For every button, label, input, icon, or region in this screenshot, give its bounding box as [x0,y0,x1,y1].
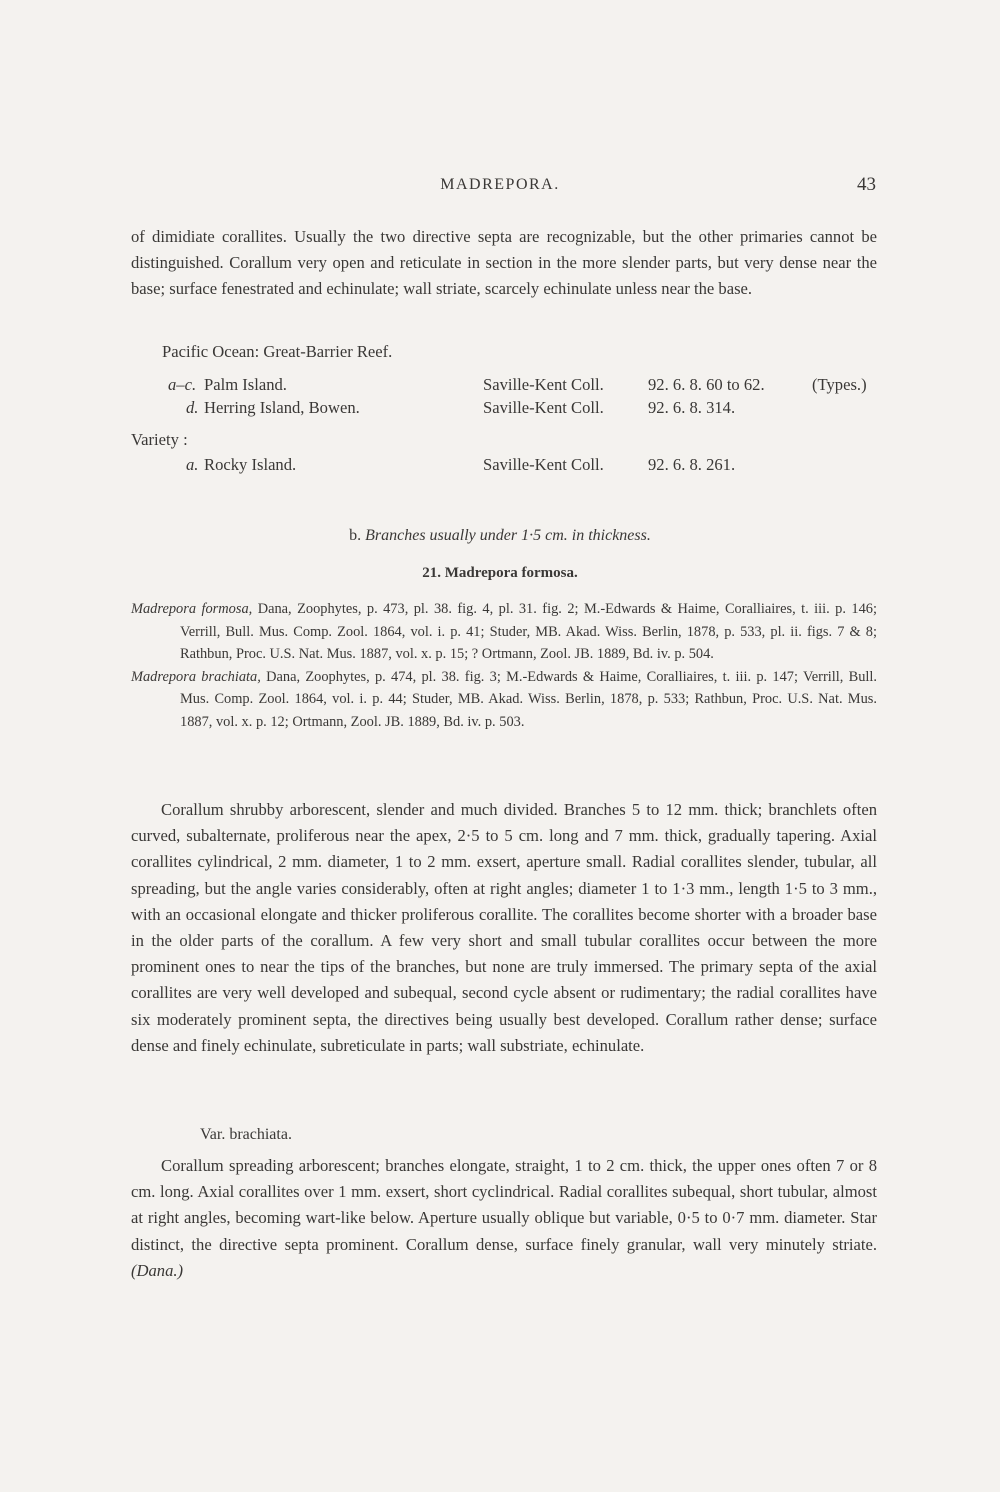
var-attribution: (Dana.) [131,1260,184,1280]
specimen-register: 92. 6. 8. 60 to 62. [648,375,765,394]
synonym-citation: Dana, Zoophytes, p. 473, pl. 38. fig. 4, pl. 31. fig. 2; M.-Edwards & Haime, Coralliaires, t. iii. p. 146; Verrill, Bull. Mus. Comp. Zool. 1864, vol. i. p. 41; Studer, MB. Akad. Wiss. Berlin, 1878, p. 533, pl. ii. figs. 7 & 8; Rathbun, Proc. U.S. Nat. Mus. 1887, vol. x. p. 15; ? Ortmann, Zool. JB. 1889, Bd. iv. p. 504. [180,601,878,662]
intro-paragraph [131,224,877,303]
specimen-label: a–c. [168,375,197,394]
locality-heading: Pacific Ocean: Great-Barrier Reef. [162,342,393,361]
var-heading: Var. brachiata. [200,1126,292,1143]
specimen-collection: Saville-Kent Coll. [483,455,604,474]
synonym-citation: Dana, Zoophytes, p. 474, pl. 38. fig. 3; M.-Edwards & Haime, Coralliaires, t. iii. p. 147; Verrill, Bull. Mus. Comp. Zool. 1864, vol. i. p. 44; Studer, MB. Akad. Wiss. Berlin, 1878, p. 533; Rathbun, Proc. U.S. Nat. Mus. 1887, vol. x. p. 12; Ortmann, Zool. JB. 1889, Bd. iv. p. 503. [180,668,877,730]
species-heading: 21. Madrepora formosa. [422,565,578,581]
synonymy-entry [131,598,877,666]
specimen-place: Palm Island. [204,375,287,394]
running-title: MADREPORA. [440,176,560,193]
specimen-register: 92. 6. 8. 314. [648,398,736,417]
specimen-collection: Saville-Kent Coll. [483,375,604,394]
page-number: 43 [857,174,876,195]
variety-label: Variety : [131,430,188,449]
description-paragraph [131,797,877,1059]
specimen-register: 92. 6. 8. 261. [648,455,736,474]
specimen-label: a. [186,455,199,474]
synonymy-entry [131,666,877,734]
synonym-name: Madrepora formosa, [131,601,253,617]
section-text: Branches usually under 1·5 cm. in thickness. [365,527,651,544]
section-heading [0,527,1000,545]
var-text [131,1153,877,1284]
specimen-note: (Types.) [812,375,867,394]
specimen-place: Herring Island, Bowen. [204,398,360,417]
section-prefix: b. [349,527,362,544]
description-text: Corallum shrubby arborescent, slender and much divided. Branches 5 to 12 mm. thick; branchlets often curved, subalternate, proliferous near the apex, 2·5 to 5 cm. long and 7 mm. thick, gradually tapering. Axial corallites cylindrical, 2 mm. diameter, 1 to 2 mm. exsert, aperture small. Radial corallites slender, tubular, all spreading, but the angle varies considerably, often at right angles; diameter 1 to 1·3 mm., length 1·5 to 3 mm., with an occasional elongate and thicker proliferous corallite. The corallites become shorter with a broader base in the older parts of the corallum. A few very short and small tubular corallites occur between the more prominent ones to near the tips of the branches, but none are truly immersed. The primary septa of the axial corallites are very well developed and subequal, second cycle absent or rudimentary; the radial corallites have six moderately prominent septa, the directives being usually best developed. Corallum rather dense; surface dense and finely echinulate, subreticulate in parts; wall substriate, echinulate. [131,800,877,1055]
var-body: Corallum spreading arborescent; branches elongate, straight, 1 to 2 cm. thick, the upper ones often 7 or 8 cm. long. Axial corallites over 1 mm. exsert, short cyclindrical. Radial corallites subequal, short tubular, almost at right angles, becoming wart-like below. Aperture usually oblique but variable, 0·5 to 0·7 mm. diameter. Star distinct, the directive septa prominent. Corallum dense, surface finely granular, wall very minutely striate. [131,1156,877,1254]
var-paragraph [131,1153,877,1284]
specimen-label: d. [186,398,199,417]
synonym-name: Madrepora brachiata, [131,668,261,685]
specimen-collection: Saville-Kent Coll. [483,398,604,417]
specimen-place: Rocky Island. [204,455,297,474]
synonymy-list [131,598,877,733]
intro-text: of dimidiate corallites. Usually the two directive septa are recognizable, but the other primaries cannot be distinguished. Corallum very open and reticulate in section in the more slender parts, but very dense near the base; surface fenestrated and echinulate; wall striate, scarcely echinulate unless near the base. [131,227,877,299]
